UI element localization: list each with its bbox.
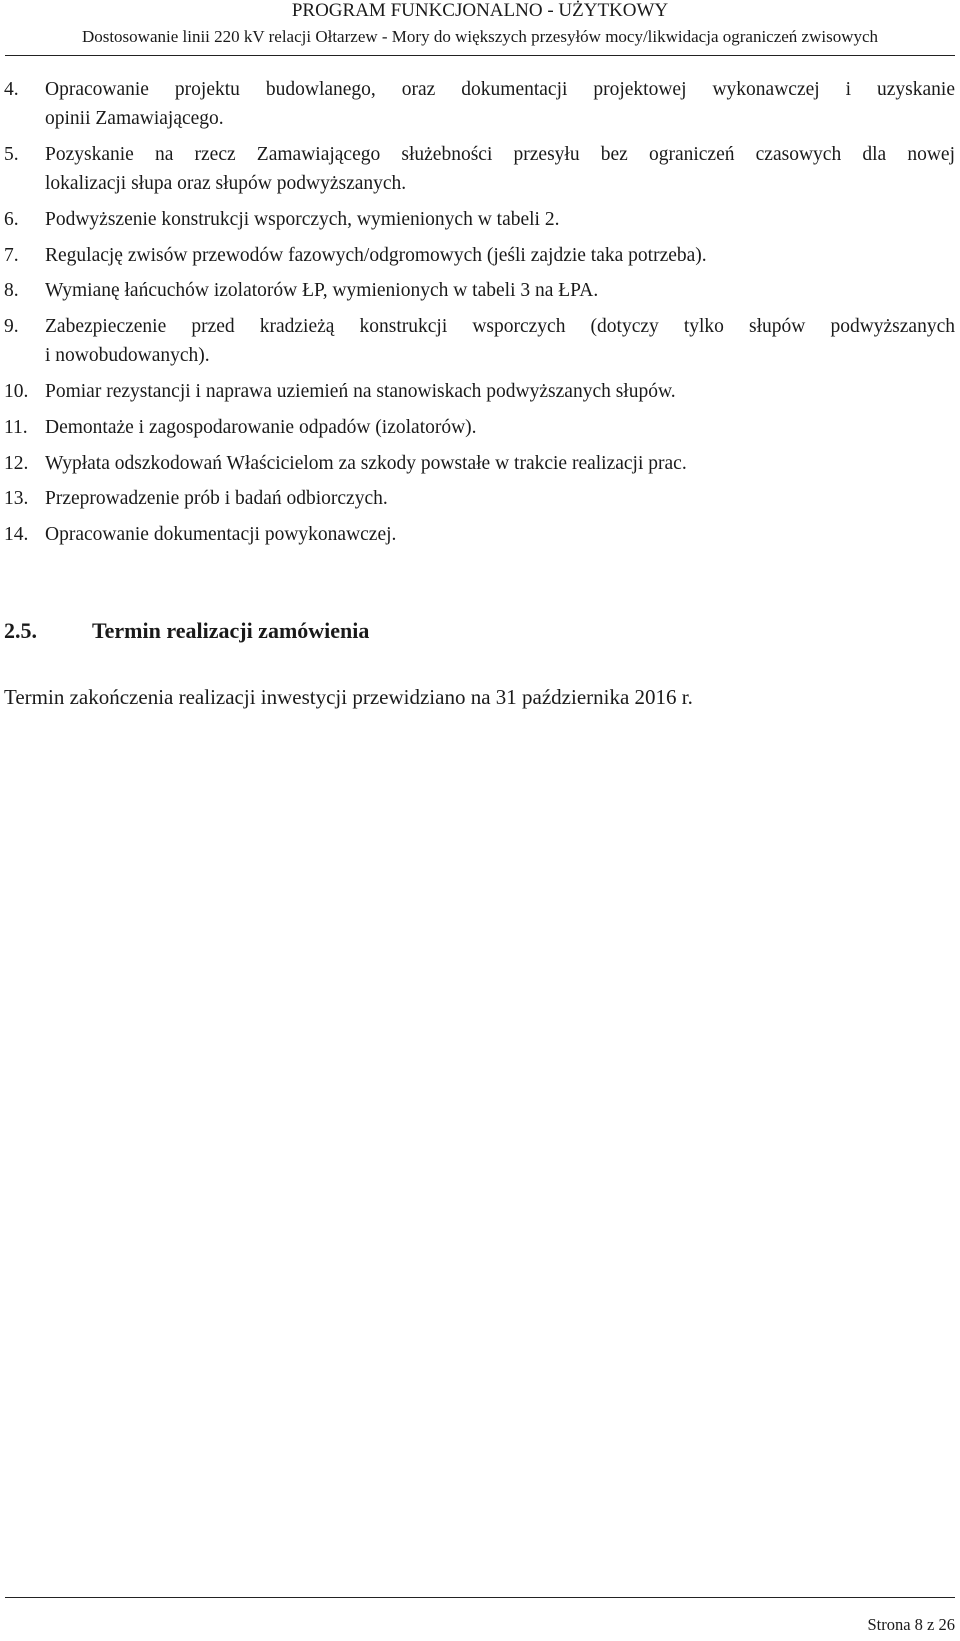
- list-item-text: Wymianę łańcuchów izolatorów ŁP, wymienionych w tabeli 3 na ŁPA.: [45, 280, 599, 301]
- list-item-number: 11.: [4, 417, 28, 438]
- list-item-number: 8.: [4, 280, 19, 301]
- list-item-number: 7.: [4, 245, 19, 266]
- header-divider: [5, 55, 955, 56]
- list-item-text: Pomiar rezystancji i naprawa uziemień na stanowiskach podwyższanych słupów.: [45, 381, 676, 402]
- list-item-text: Zabezpieczenie przed kradzieżą konstrukcji wsporczych (dotyczy tylko słupów podwyższanych: [45, 316, 955, 337]
- list-item-text: Opracowanie dokumentacji powykonawczej.: [45, 524, 397, 545]
- list-item-text-continued: lokalizacji słupa oraz słupów podwyższanych.: [45, 173, 407, 194]
- list-item-text: Demontaże i zagospodarowanie odpadów (izolatorów).: [45, 417, 477, 438]
- list-item-text: Regulację zwisów przewodów fazowych/odgromowych (jeśli zajdzie taka potrzeba).: [45, 245, 707, 266]
- list-item-number: 12.: [4, 453, 29, 474]
- list-item-number: 5.: [4, 144, 19, 165]
- list-item-text: Wypłata odszkodowań Właścicielom za szkody powstałe w trakcie realizacji prac.: [45, 453, 687, 474]
- list-item-number: 4.: [4, 79, 19, 100]
- list-item-number: 10.: [4, 381, 29, 402]
- list-item-number: 14.: [4, 524, 29, 545]
- footer-divider: [5, 1597, 955, 1598]
- list-item-number: 6.: [4, 209, 19, 230]
- list-item-text: Podwyższenie konstrukcji wsporczych, wymienionych w tabeli 2.: [45, 209, 560, 230]
- body-paragraph: Termin zakończenia realizacji inwestycji przewidziano na 31 października 2016 r.: [4, 685, 693, 709]
- list-item-text-continued: opinii Zamawiającego.: [45, 108, 224, 129]
- list-item-text: Pozyskanie na rzecz Zamawiającego służebności przesyłu bez ograniczeń czasowych dla nowej: [45, 144, 955, 165]
- header-title: PROGRAM FUNKCJONALNO - UŻYTKOWY: [291, 0, 669, 21]
- list-item-text: Przeprowadzenie prób i badań odbiorczych.: [45, 488, 388, 509]
- section-title: Termin realizacji zamówienia: [92, 618, 370, 643]
- header-subtitle: Dostosowanie linii 220 kV relacji Ołtarzew - Mory do większych przesyłów mocy/likwidacja ograniczeń zwisowych: [81, 27, 879, 46]
- list-item-text: Opracowanie projektu budowlanego, oraz dokumentacji projektowej wykonawczej i uzyskanie: [45, 79, 955, 100]
- page-number: Strona 8 z 26: [867, 1615, 955, 1634]
- list-item-text-continued: i nowobudowanych).: [45, 345, 210, 366]
- section-number: 2.5.: [4, 618, 37, 643]
- list-item-number: 9.: [4, 316, 19, 337]
- list-item-number: 13.: [4, 488, 29, 509]
